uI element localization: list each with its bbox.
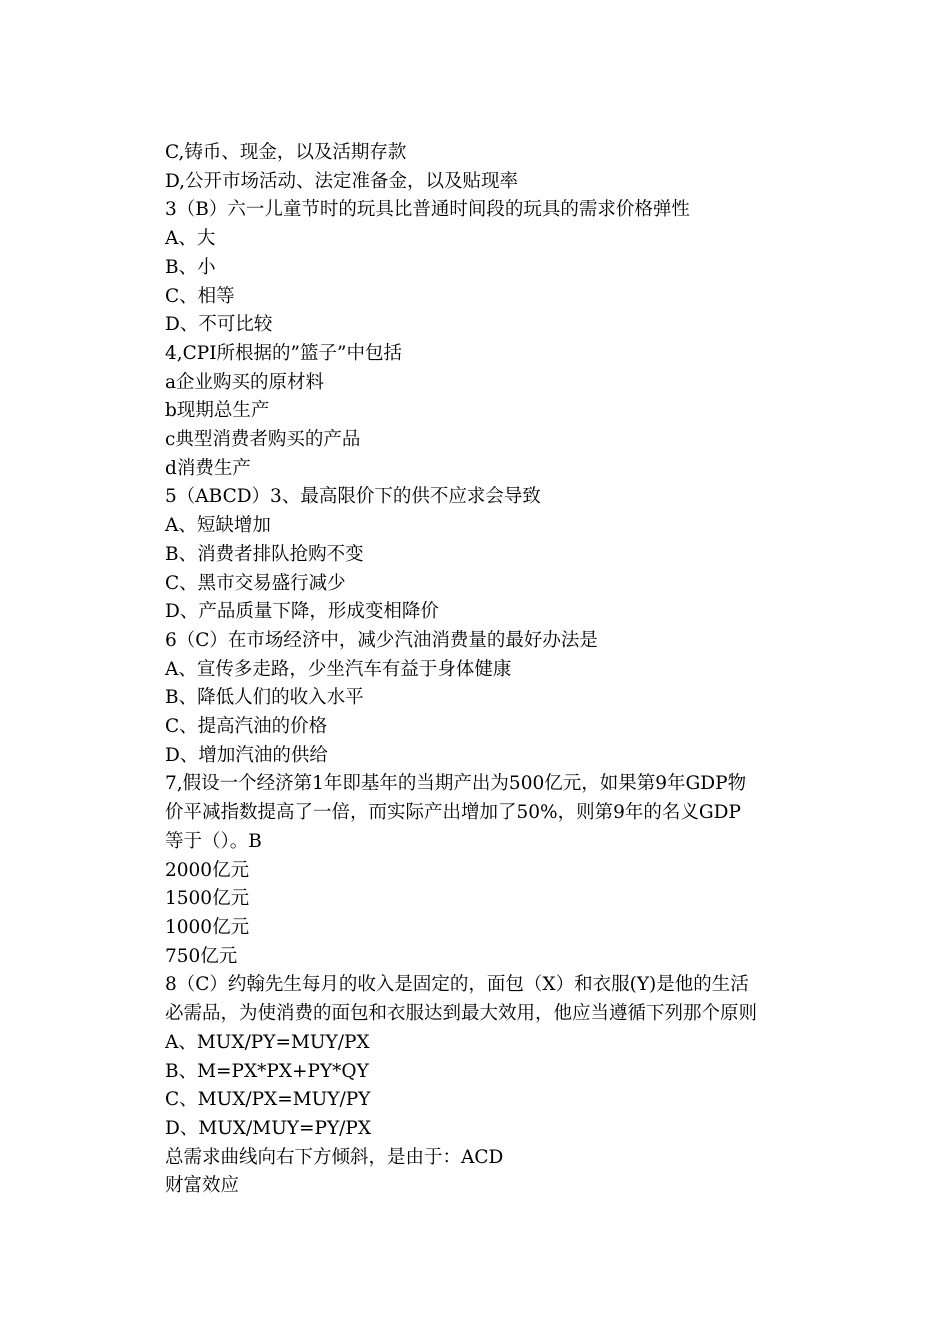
question-8-line: 8（C）约翰先生每月的收入是固定的，面包（X）和衣服(Y)是他的生活: [165, 974, 749, 996]
option-line: C、黑市交易盛行减少: [165, 572, 346, 594]
option-line: d消费生产: [165, 457, 251, 479]
option-line: B、消费者排队抢购不变: [165, 543, 364, 565]
text-line: C,铸币、现金，以及活期存款: [165, 142, 407, 163]
question-7-line: 7,假设一个经济第1年即基年的当期产出为500亿元，如果第9年GDP物: [165, 773, 747, 795]
option-line: 财富效应: [165, 1175, 240, 1197]
option-line: A、宣传多走路，少坐汽车有益于身体健康: [165, 658, 512, 680]
option-line: 750亿元: [165, 945, 238, 967]
option-line: c典型消费者购买的产品: [165, 429, 361, 451]
option-line: D、MUX/MUY=PY/PX: [165, 1117, 372, 1139]
option-line: D、增加汽油的供给: [165, 744, 328, 766]
option-line: D、产品质量下降，形成变相降价: [165, 601, 439, 623]
option-line: 1500亿元: [165, 888, 250, 910]
question-7-line: 等于（）。B: [165, 830, 262, 852]
option-line: B、小: [165, 256, 216, 278]
option-line: B、降低人们的收入水平: [165, 687, 364, 709]
question-5: 5（ABCD）3、最高限价下的供不应求会导致: [165, 486, 541, 508]
option-line: C、MUX/PX=MUY/PY: [165, 1089, 371, 1111]
option-line: 1000亿元: [165, 916, 250, 938]
option-line: a企业购买的原材料: [165, 371, 325, 393]
question-7-line: 价平减指数提高了一倍，而实际产出增加了50%，则第9年的名义GDP: [165, 802, 741, 824]
option-line: A、MUX/PY=MUY/PX: [165, 1031, 370, 1053]
question-8-line: 必需品，为使消费的面包和衣服达到最大效用，他应当遵循下列那个原则: [165, 1003, 758, 1025]
option-line: 2000亿元: [165, 859, 250, 881]
option-line: C、相等: [165, 285, 235, 307]
option-line: C、提高汽油的价格: [165, 716, 328, 738]
document-body: [165, 139, 790, 1201]
option-line: b现期总生产: [165, 400, 270, 422]
question-3: 3（B）六一儿童节时的玩具比普通时间段的玩具的需求价格弹性: [165, 199, 690, 221]
option-line: B、M=PX*PX+PY*QY: [165, 1060, 369, 1082]
option-line: A、短缺增加: [165, 515, 271, 537]
text-line: D,公开市场活动、法定准备金，以及贴现率: [165, 170, 519, 192]
question-line: 总需求曲线向右下方倾斜，是由于：ACD: [165, 1146, 504, 1168]
question-4: 4,CPI所根据的”篮子”中包括: [165, 342, 402, 364]
question-6: 6（C）在市场经济中，减少汽油消费量的最好办法是: [165, 629, 598, 651]
option-line: A、大: [165, 228, 216, 250]
option-line: D、不可比较: [165, 314, 273, 336]
